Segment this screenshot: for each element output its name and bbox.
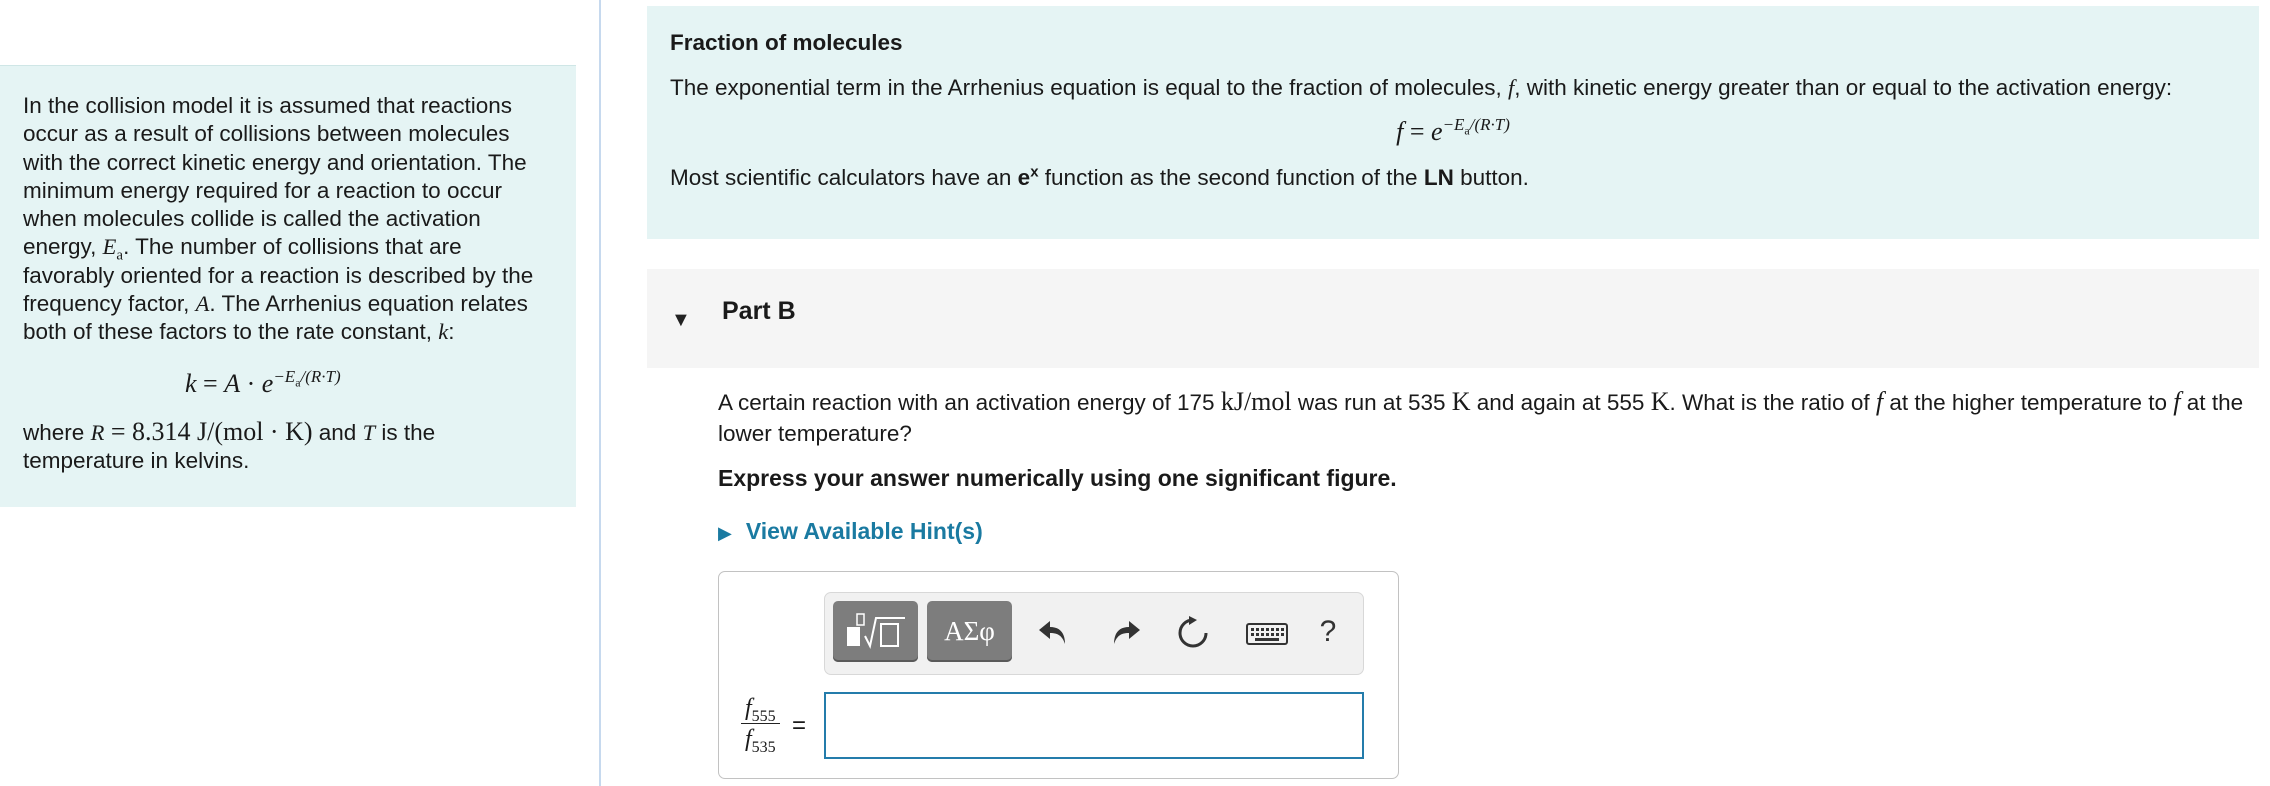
fraction-of-molecules-box — [647, 6, 2259, 239]
caret-right-icon: ▶ — [718, 523, 732, 543]
fraction-text: The exponential term in the Arrhenius equation is equal to the fraction of molecules, f, with kinetic energy greater than or equal to the activation energy: — [670, 75, 2173, 100]
redo-icon[interactable] — [1108, 615, 1144, 651]
fraction-title: Fraction of molecules — [670, 30, 903, 55]
view-hints-link[interactable]: ▶ View Available Hint(s) — [718, 518, 983, 544]
arrhenius-equation: $k = A \cdot e^{-E_a/(R\cdot T)}$ — [185, 367, 341, 398]
math-toolbar — [824, 592, 1364, 675]
answer-box — [718, 571, 1399, 779]
answer-ratio-label: $\frac{f_{555}}{f_{535}}$ — [741, 694, 780, 753]
symbols-button[interactable]: ΑΣφ — [927, 601, 1012, 662]
ea-symbol: $E_a$ — [102, 234, 124, 264]
undo-icon[interactable] — [1035, 615, 1071, 651]
panel-divider — [599, 0, 601, 786]
fraction-equation: $f = e^{-E_a/(R\cdot T)}$ — [1396, 115, 1510, 146]
keyboard-icon[interactable] — [1245, 615, 1289, 651]
intro-where-text: where R = 8.314 J/(mol · K) and T is the temperature in kelvins. — [23, 416, 436, 474]
intro-panel — [0, 65, 576, 507]
intro-text: In the collision model it is assumed that reactions occur as a result of collisions between molecules with the correct kinetic energy and orientation. The minimum energy required for a reaction to occur when molecules collide is called the activation energy, $E_a$. The number of collisions that are favorably oriented for a reaction is described by the frequency factor, A. The Arrhenius equation relates both of these factors to the rate constant, k: — [23, 93, 534, 345]
answer-input[interactable] — [824, 692, 1364, 759]
equals-sign: = — [792, 712, 807, 739]
a-symbol: A — [195, 291, 210, 317]
question-text: A certain reaction with an activation energy of 175 kJ/mol was run at 535 K and again at 555 K. What is the ratio of f at the higher temperature to f at the lower temperature? — [718, 387, 2244, 446]
part-b-title: Part B — [722, 297, 796, 325]
help-button[interactable]: ? — [1319, 615, 1337, 648]
reset-icon[interactable] — [1175, 615, 1211, 651]
answer-instruction: Express your answer numerically using one significant figure. — [718, 465, 1397, 491]
part-b-header[interactable] — [647, 269, 2259, 368]
templates-button[interactable] — [833, 601, 918, 662]
templates-icon — [843, 610, 909, 654]
caret-down-icon[interactable]: ▼ — [671, 309, 691, 331]
calculator-note: Most scientific calculators have an $e^x$ function as the second function of the LN button. — [670, 163, 1529, 190]
